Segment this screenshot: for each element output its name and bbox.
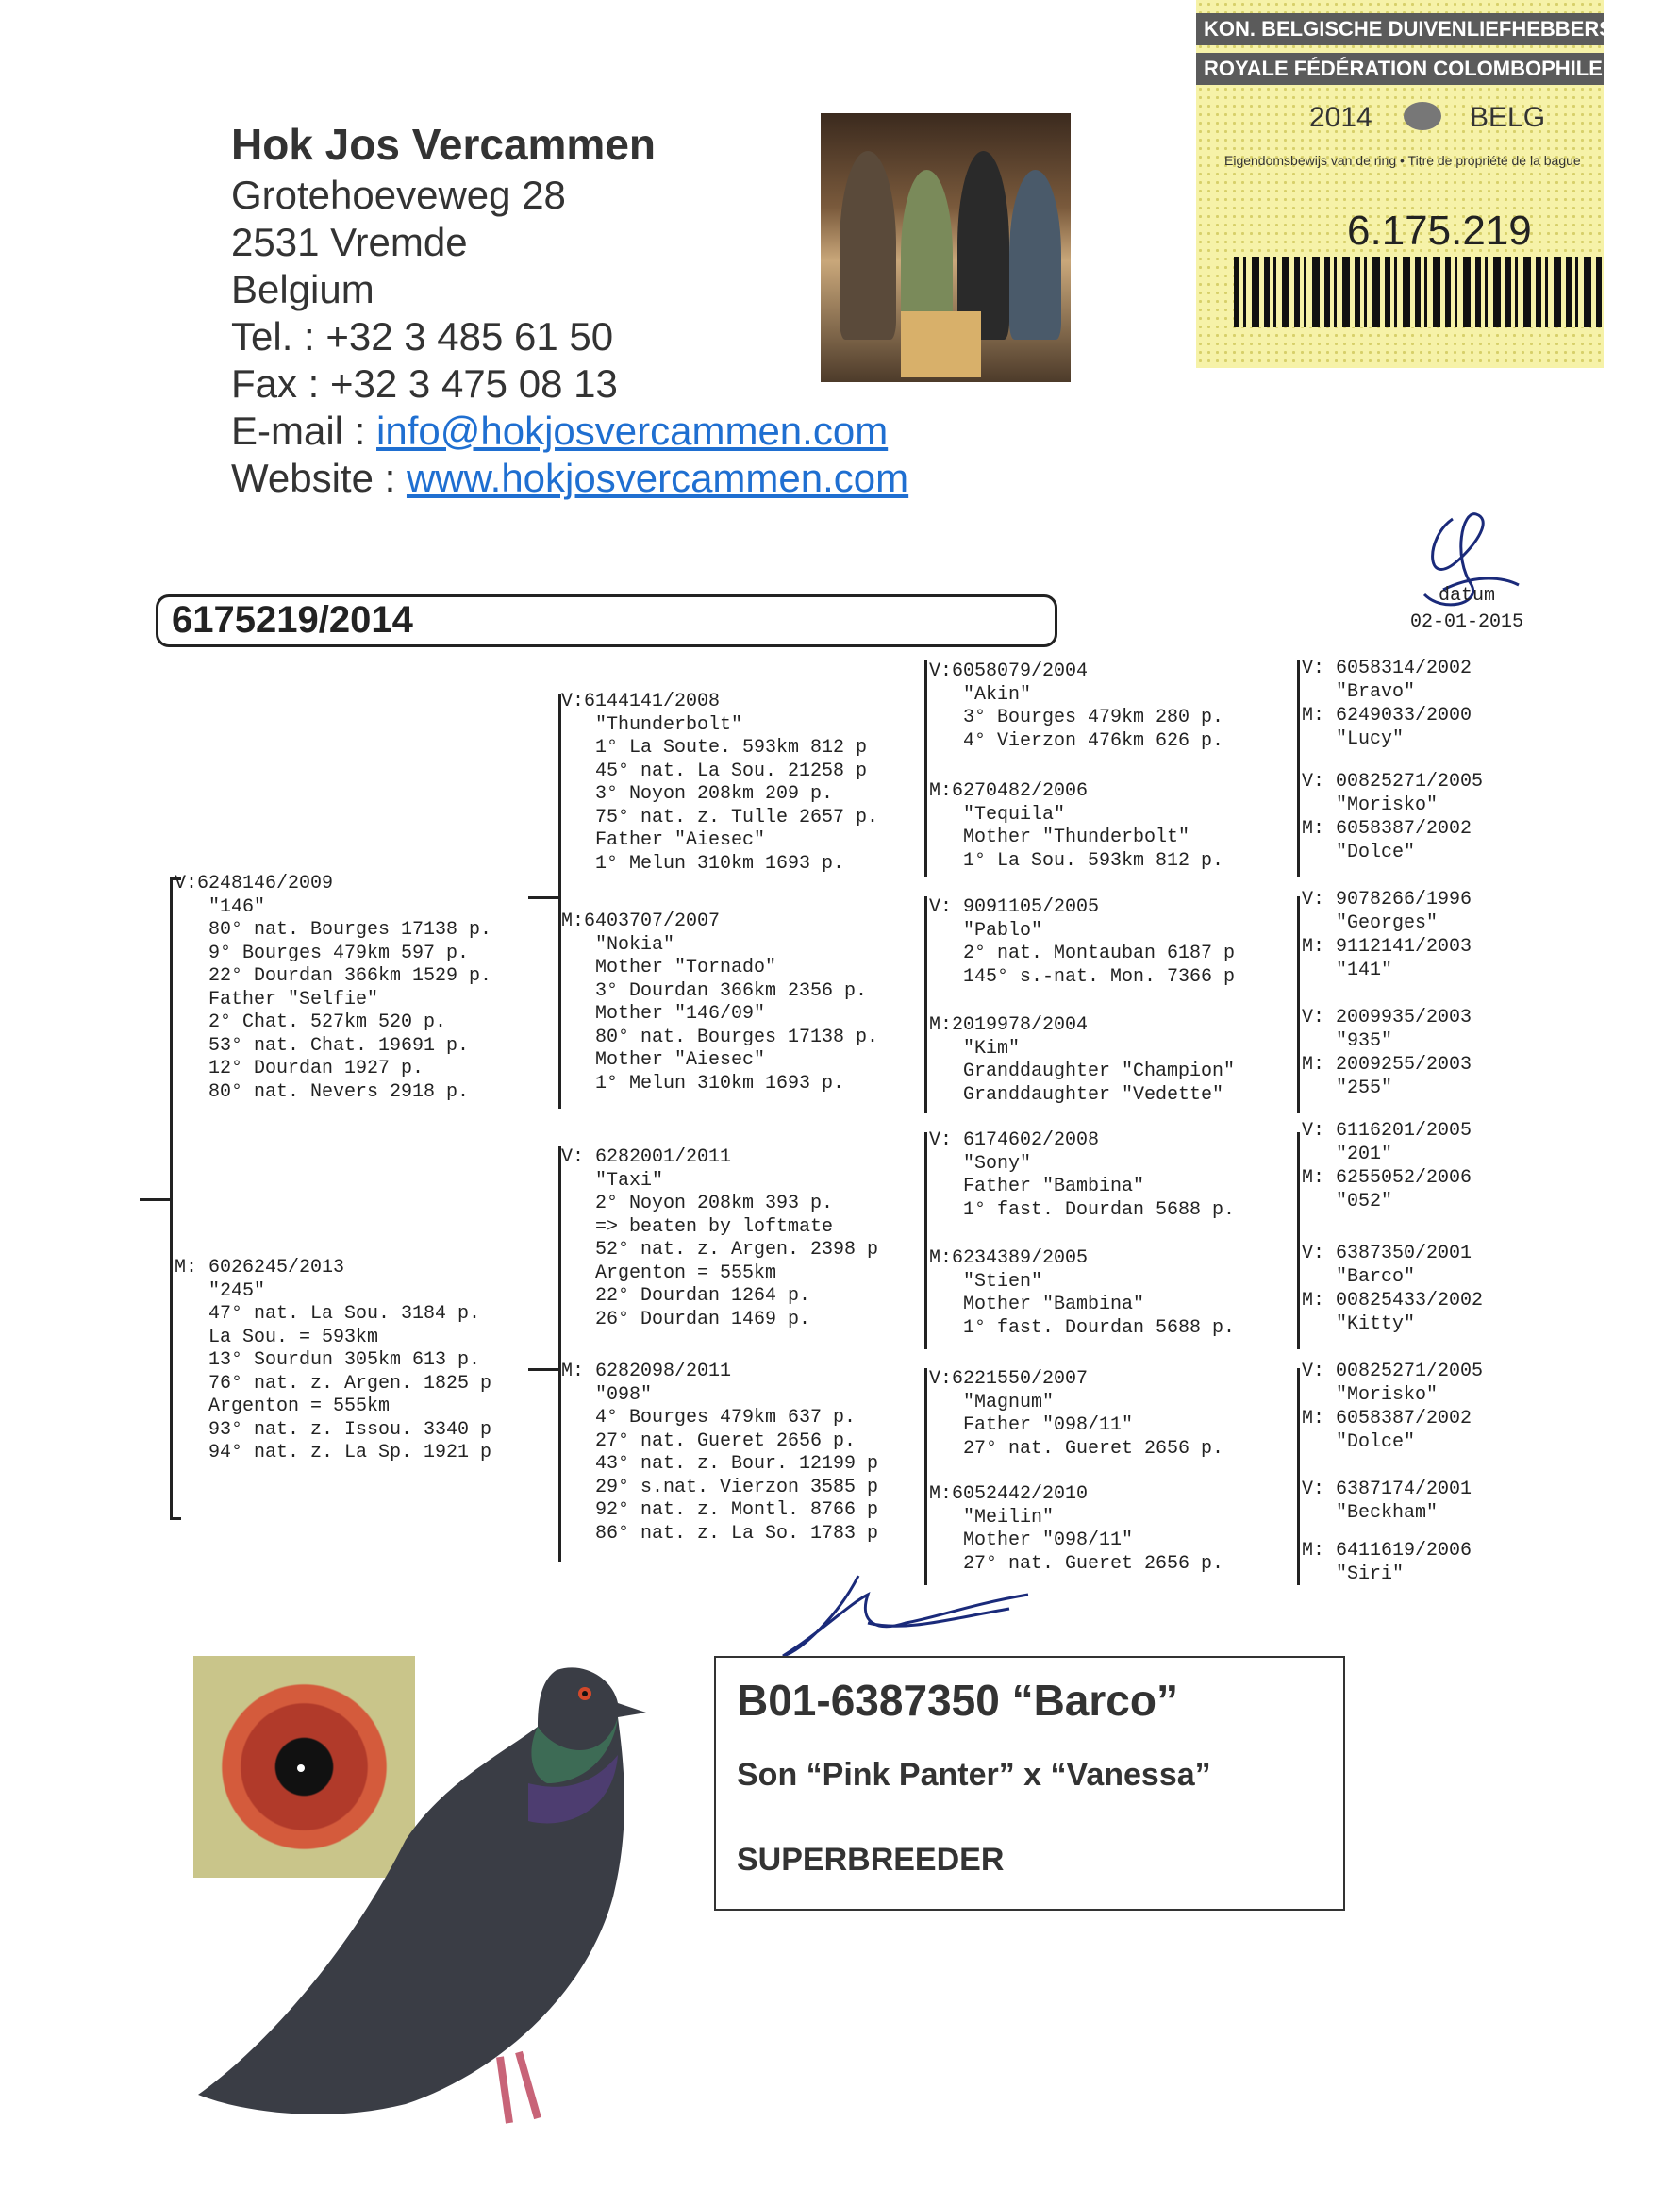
phone-number: Tel. : +32 3 485 61 50 [231,314,614,359]
loft-name: Hok Jos Vercammen [231,120,657,169]
ggg-entry-5: V: 9078266/1996 "Georges" [1302,889,1472,934]
ring-number: 6175219/2014 [172,599,413,641]
signature-bottom [764,1566,1047,1670]
great-grandparent-7: V:6221550/2007 "Magnum" Father "098/11" 27° nat. Gueret 2656 p. [929,1368,1224,1460]
bracket-link [528,896,558,899]
granddam-paternal: M:6403707/2007 "Nokia" Mother "Tornado" 3° Dourdan 366km 2356 p. Mother "146/09" 80° nat. Bourges 17138 p. Mother "Aiesec" 1° Melun 310km 1693 p. [561,911,879,1095]
dam-entry: M: 6026245/2013 "245" 47° nat. La Sou. 3184 p. La Sou. = 593km 13° Sourdun 305km 613 p. 76° nat. z. Argen. 1825 p Argenton = 555km 93° nat. z. Issou. 3340 p 94° nat. z. La Sp. 1921 p [175,1257,492,1463]
ggg-entry-3: V: 00825271/2005 "Morisko" [1302,771,1484,816]
ggg-entry-2: M: 6249033/2000 "Lucy" [1302,705,1472,750]
website-label: Website : [231,456,407,500]
pigeon-photo [189,1651,679,2123]
email-link[interactable]: info@hokjosvercammen.com [376,409,889,453]
ggg-entry-1: V: 6058314/2002 "Bravo" [1302,658,1472,703]
ggg-entry-16: M: 6411619/2006 "Siri" [1302,1540,1472,1585]
bracket-sd [924,896,927,1113]
feature-tag: SUPERBREEDER [737,1842,1005,1878]
crown-icon [1404,102,1441,130]
stamp-line-1: KON. BELGISCHE DUIVENLIEFHEBBERSBOND [1196,13,1604,45]
bracket-link [528,1368,558,1371]
bracket-g78 [1297,1368,1300,1585]
great-grandparent-4: M:2019978/2004 "Kim" Granddaughter "Champion" Granddaughter "Vedette" [929,1014,1236,1106]
ggg-entry-9: V: 6116201/2005 "201" [1302,1120,1472,1165]
ggg-entry-12: M: 00825433/2002 "Kitty" [1302,1290,1484,1335]
ggg-entry-4: M: 6058387/2002 "Dolce" [1302,818,1472,863]
granddam-maternal: M: 6282098/2011 "098" 4° Bourges 479km 637 p. 27° nat. Gueret 2656 p. 43° nat. z. Bour. 12199 p 29° s.nat. Vierzon 3585 p 92° nat. z. Montl. 8766 p 86° nat. z. La So. 1783 p [561,1361,879,1545]
grandsire-maternal: V: 6282001/2011 "Taxi" 2° Noyon 208km 393 p. => beaten by loftmate 52° nat. z. Argen. 2398 p Argenton = 555km 22° Dourdan 1264 p. 26° Dourdan 1469 p. [561,1146,879,1330]
bracket-g34 [1297,896,1300,1113]
great-grandparent-1: V:6058079/2004 "Akin" 3° Bourges 479km 280 p. 4° Vierzon 476km 626 p. [929,660,1224,752]
ring-certificate-stamp [1196,0,1680,368]
fax-number: Fax : +32 3 475 08 13 [231,361,618,406]
feature-box [714,1656,1345,1911]
sire-entry: V:6248146/2009 "146" 80° nat. Bourges 17138 p. 9° Bourges 479km 597 p. 22° Dourdan 366km 1529 p. Father "Selfie" 2° Chat. 527km 520 p. 53° nat. Chat. 19691 p. 12° Dourdan 1927 p. 80° nat. Nevers 2918 p. [175,873,492,1103]
email-line [231,408,888,455]
stamp-year: 2014 [1309,102,1372,133]
bracket-tick [170,1517,181,1520]
bracket-dd [924,1368,927,1585]
ggg-entry-8: M: 2009255/2003 "255" [1302,1054,1472,1099]
datum-date: 02-01-2015 [1410,611,1524,633]
address-country: Belgium [231,267,374,311]
barcode [1234,257,1604,327]
great-grandparent-5: V: 6174602/2008 "Sony" Father "Bambina" 1° fast. Dourdan 5688 p. [929,1129,1236,1221]
stamp-ring-number: 6.175.219 [1347,208,1532,254]
ggg-entry-10: M: 6255052/2006 "052" [1302,1167,1472,1212]
feature-title: B01-6387350 “Barco” [737,1676,1178,1725]
ggg-entry-7: V: 2009935/2003 "935" [1302,1007,1472,1052]
email-label: E-mail : [231,409,377,453]
ggg-entry-13: V: 00825271/2005 "Morisko" [1302,1361,1484,1406]
great-grandparent-2: M:6270482/2006 "Tequila" Mother "Thunderbolt" 1° La Sou. 593km 812 p. [929,780,1224,872]
stamp-subtitle: Eigendomsbewijs van de ring • Titre de propriété de la bague [1224,153,1581,168]
bracket-g12 [1297,660,1300,877]
feature-subtitle: Son “Pink Panter” x “Vanessa” [737,1757,1211,1793]
bracket-root [140,1198,171,1201]
grandsire-paternal: V:6144141/2008 "Thunderbolt" 1° La Soute. 593km 812 p 45° nat. La Sou. 21258 p 3° Noyon 208km 209 p. 75° nat. z. Tulle 2657 p. Father "Aiesec" 1° Melun 310km 1693 p. [561,691,879,875]
ggg-entry-14: M: 6058387/2002 "Dolce" [1302,1408,1472,1453]
bracket-ss [924,660,927,877]
bracket-parents [170,877,173,1519]
ggg-entry-11: V: 6387350/2001 "Barco" [1302,1243,1472,1288]
stamp-country: BELG [1470,102,1546,133]
ring-number-bar [156,594,1057,647]
address-street: Grotehoeveweg 28 [231,173,566,217]
datum-label: datum [1439,585,1496,607]
ggg-entry-15: V: 6387174/2001 "Beckham" [1302,1479,1472,1524]
great-grandparent-8: M:6052442/2010 "Meilin" Mother "098/11" 27° nat. Gueret 2656 p. [929,1483,1224,1575]
website-line [231,455,908,502]
great-grandparent-6: M:6234389/2005 "Stien" Mother "Bambina" 1° fast. Dourdan 5688 p. [929,1247,1236,1339]
great-grandparent-3: V: 9091105/2005 "Pablo" 2° nat. Montauban 6187 p 145° s.-nat. Mon. 7366 p [929,896,1236,988]
stamp-line-2: ROYALE FÉDÉRATION COLOMBOPHILE BELGE [1196,53,1604,85]
bracket-g56 [1297,1132,1300,1349]
address-city: 2531 Vremde [231,220,468,264]
website-link[interactable]: www.hokjosvercammen.com [406,456,909,500]
loft-photo [821,113,1071,382]
bracket-ds [924,1132,927,1349]
ggg-entry-6: M: 9112141/2003 "141" [1302,936,1472,981]
